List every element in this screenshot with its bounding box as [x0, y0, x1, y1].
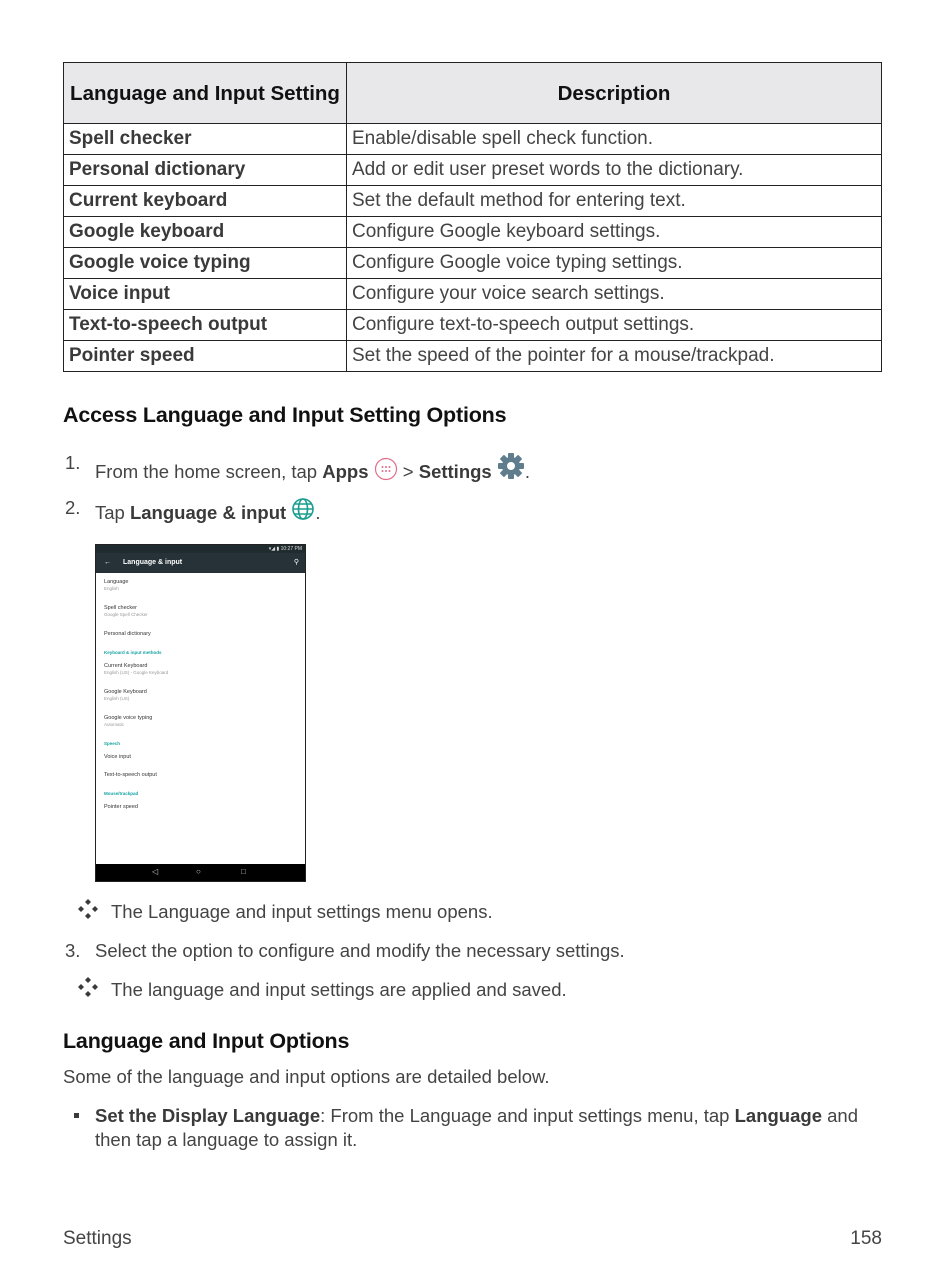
- list-category: Speech: [104, 741, 121, 746]
- bullet-line-1: Set the Display Language: From the Language and input settings menu, tap Language and: [95, 1105, 858, 1126]
- setting-name: Personal dictionary: [64, 155, 347, 186]
- table-header-setting: Language and Input Setting: [64, 63, 347, 124]
- list-category: Keyboard & input methods: [104, 650, 162, 655]
- apps-icon: [374, 457, 398, 481]
- table-row: [64, 279, 882, 310]
- table-row: [64, 186, 882, 217]
- setting-name: Google keyboard: [64, 217, 347, 248]
- nav-recents-icon: □: [241, 867, 246, 876]
- setting-name: Voice input: [64, 279, 347, 310]
- table-header-row: [64, 63, 882, 124]
- setting-desc: Set the speed of the pointer for a mouse/trackpad.: [347, 341, 882, 372]
- back-arrow-icon: ←: [104, 559, 111, 566]
- phone-nav-bar: [96, 864, 305, 881]
- phone-screenshot: [95, 544, 306, 882]
- setting-desc: Configure your voice search settings.: [347, 279, 882, 310]
- apps-label: Apps: [322, 461, 369, 482]
- section-heading-access: Access Language and Input Setting Options: [63, 403, 507, 427]
- list-item: Language English: [104, 579, 129, 591]
- setting-name: Text-to-speech output: [64, 310, 347, 341]
- list-item: Pointer speed: [104, 804, 138, 810]
- bullet-line-2: then tap a language to assign it.: [95, 1129, 358, 1150]
- list-item: Spell checker Google Spell Checker: [104, 605, 148, 617]
- result-2-text: The language and input settings are applied and saved.: [111, 979, 567, 1000]
- setting-name: Google voice typing: [64, 248, 347, 279]
- list-item: Personal dictionary: [104, 631, 151, 637]
- table-row: [64, 155, 882, 186]
- table-row: [64, 248, 882, 279]
- language-input-label: Language & input: [129, 502, 287, 523]
- section-heading-options: Language and Input Options: [63, 1029, 350, 1053]
- status-bar: ▾◢ ▮ 10:27 PM: [96, 545, 305, 553]
- globe-icon: [291, 497, 315, 521]
- settings-label: Settings: [418, 461, 492, 482]
- table-row: [64, 217, 882, 248]
- page-number: 158: [850, 1228, 882, 1249]
- search-icon: ⚲: [293, 559, 299, 566]
- table-row: [64, 341, 882, 372]
- list-item: Google Keyboard English (US): [104, 689, 147, 701]
- result-diamond-icon: [77, 898, 99, 920]
- result-1-text: The Language and input settings menu opens.: [111, 901, 493, 922]
- list-category: Mouse/trackpad: [104, 791, 139, 796]
- step-number: 3.: [65, 940, 81, 961]
- table-row: [64, 310, 882, 341]
- setting-desc: Configure text-to-speech output settings.: [347, 310, 882, 341]
- setting-desc: Configure Google keyboard settings.: [347, 217, 882, 248]
- bullet-square-icon: [74, 1113, 79, 1118]
- setting-desc: Configure Google voice typing settings.: [347, 248, 882, 279]
- result-diamond-icon: [77, 976, 99, 998]
- options-intro: Some of the language and input options are detailed below.: [63, 1066, 550, 1087]
- setting-desc: Add or edit user preset words to the dictionary.: [347, 155, 882, 186]
- settings-gear-icon: [497, 452, 525, 480]
- nav-back-icon: ◁: [152, 867, 159, 876]
- table-header-description: Description: [347, 63, 882, 124]
- table-row: [64, 124, 882, 155]
- nav-home-icon: ○: [196, 867, 201, 876]
- phone-settings-list: [96, 573, 305, 863]
- phone-title: Language & input: [123, 559, 183, 566]
- list-item: Text-to-speech output: [104, 772, 157, 778]
- phone-app-bar: [96, 553, 305, 573]
- setting-desc: Enable/disable spell check function.: [347, 124, 882, 155]
- list-item: Current Keyboard English (US) - Google Keyboard: [104, 663, 169, 675]
- list-item: Voice input: [104, 754, 131, 760]
- step-3-text: Select the option to configure and modify the necessary settings.: [95, 940, 625, 961]
- step-1-text: From the home screen, tap Apps > Settings .: [95, 452, 530, 483]
- setting-name: Current keyboard: [64, 186, 347, 217]
- setting-desc: Set the default method for entering text.: [347, 186, 882, 217]
- step-number: 1.: [65, 452, 81, 473]
- settings-table: [63, 62, 882, 372]
- setting-name: Spell checker: [64, 124, 347, 155]
- setting-name: Pointer speed: [64, 341, 347, 372]
- step-number: 2.: [65, 497, 81, 518]
- list-item: Google voice typing Automatic: [104, 715, 153, 727]
- step-2-text: Tap Language & input .: [95, 497, 320, 524]
- footer-section: Settings: [63, 1228, 132, 1249]
